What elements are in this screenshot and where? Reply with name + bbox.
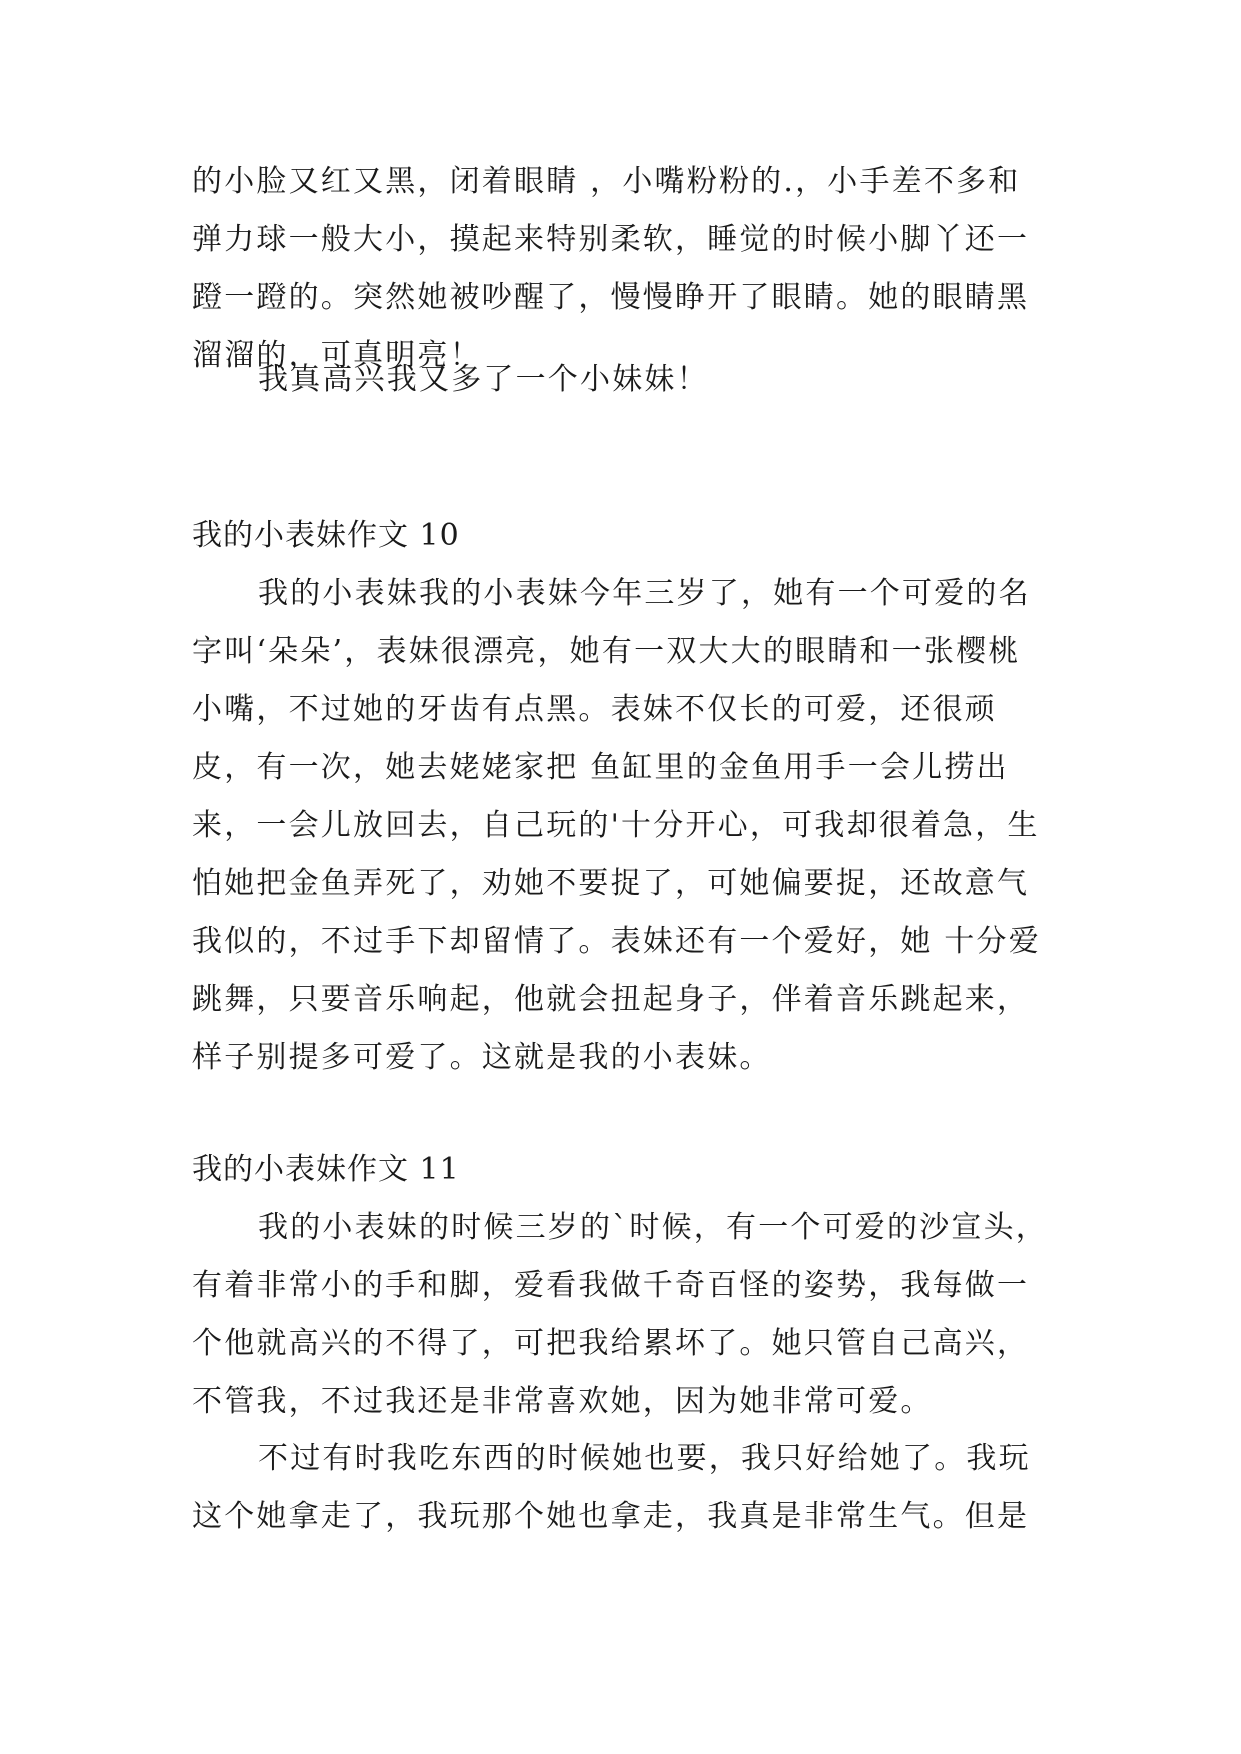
paragraph-continued: 的小脸又红又黑，闭着眼睛 ，小嘴粉粉的.，小手差不多和弹力球一般大小，摸起来特别柔软，睡觉的时候小脚丫还一蹬一蹬的。突然她被吵醒了，慢慢睁开了眼睛。她的眼睛黑溜溜的，可真明亮！ [192, 164, 1030, 373]
paragraph-happy: 我真高兴我又多了一个小妹妹！ [258, 362, 709, 397]
section-heading-10: 我的小表妹作文 10 [192, 518, 460, 553]
paragraph-11a: 我的小表妹的时候三岁的`时候，有一个可爱的沙宣头，有着非常小的手和脚，爱看我做千奇百怪的姿势，我每做一个他就高兴的不得了，可把我给累坏了。她只管自己高兴，不管我，不过我还是非常喜欢她，因为她非常可爱。 [192, 1210, 1048, 1419]
section-heading-11: 我的小表妹作文 11 [192, 1152, 460, 1187]
paragraph-10: 我的小表妹我的小表妹今年三岁了，她有一个可爱的名字叫‘朵朵’，表妹很漂亮，她有一双大大的眼睛和一张樱桃小嘴，不过她的牙齿有点黑。表妹不仅长的可爱，还很顽皮，有一次，她去姥姥家把 鱼缸里的金鱼用手一会儿捞出来，一会儿放回去，自己玩的'十分开心，可我却很着急，生怕她把金鱼弄死了，劝她不要捉了，可她偏要捉，还故意气我似的，不过手下却留情了。表妹还有一个爱好，她 十分爱跳舞，只要音乐响起，他就会扭起身子，伴着音乐跳起来，样子别提多可爱了。这就是我的小表妹。 [192, 576, 1041, 1075]
paragraph-11b: 不过有时我吃东西的时候她也要，我只好给她了。我玩这个她拿走了，我玩那个她也拿走，我真是非常生气。但是 [192, 1441, 1031, 1534]
